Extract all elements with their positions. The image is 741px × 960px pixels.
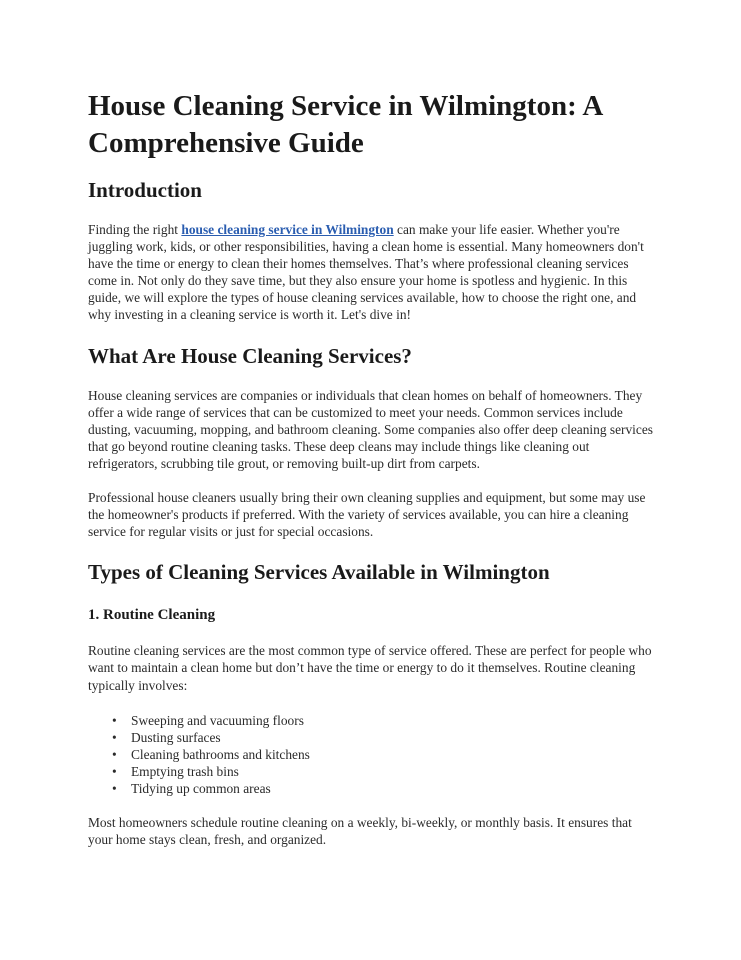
intro-text-after-link: can make your life easier. Whether you're juggling work, kids, or other responsibilities, having a clean home is essential. Many homeowners don't have the time or energy to clean their homes themselves. That’s where professional cleaning services come in. Not only do they save time, but they also ensure your home is spotless and hygienic. In this guide, we will explore the types of house cleaning services available, how to choose the right one, and why investing in a cleaning service is worth it. Let's dive in!	[88, 222, 644, 323]
subheading-routine-cleaning: 1. Routine Cleaning	[88, 607, 216, 624]
list-item-text: Cleaning bathrooms and kitchens	[131, 746, 310, 762]
list-item-text: Emptying trash bins	[131, 763, 239, 779]
bullet-icon: •	[112, 746, 117, 762]
routine-task-list	[88, 712, 653, 797]
list-item	[88, 729, 653, 746]
list-item-text: Dusting surfaces	[131, 729, 221, 745]
list-item	[88, 712, 653, 729]
list-item	[88, 780, 653, 797]
bullet-icon: •	[112, 763, 117, 779]
intro-text-before-link: Finding the right	[88, 222, 182, 237]
list-item	[88, 746, 653, 763]
routine-paragraph-2: Most homeowners schedule routine cleaning on a weekly, bi-weekly, or monthly basis. It ensures that your home stays clean, fresh, and organized.	[88, 815, 632, 848]
section-heading-types: Types of Cleaning Services Available in Wilmington	[88, 560, 550, 585]
list-item-text: Tidying up common areas	[131, 780, 271, 796]
section-heading-what-are-services: What Are House Cleaning Services?	[88, 343, 412, 368]
list-item	[88, 763, 653, 780]
intro-paragraph	[88, 221, 653, 324]
page-title: House Cleaning Service in Wilmington: A Comprehensive Guide	[88, 90, 602, 159]
what-paragraph-1: House cleaning services are companies or individuals that clean homes on behalf of homeowners. They offer a wide range of services that can be customized to meet your needs. Common services include dusting, vacuuming, mopping, and bathroom cleaning. Some companies also offer deep cleaning services that go beyond routine cleaning tasks. These deep cleans may include things like cleaning out refrigerators, scrubbing tile grout, or removing built-up dirt from carpets.	[88, 387, 653, 471]
bullet-icon: •	[112, 712, 117, 728]
bullet-icon: •	[112, 780, 117, 796]
routine-paragraph-1: Routine cleaning services are the most common type of service offered. These are perfect for people who want to maintain a clean home but don’t have the time or energy to do it themselves. Routine cleaning typically involves:	[88, 643, 652, 693]
what-paragraph-2: Professional house cleaners usually bring their own cleaning supplies and equipment, but some may use the homeowner's products if preferred. With the variety of services available, you can hire a cleaning service for regular visits or just for special occasions.	[88, 490, 646, 540]
house-cleaning-wilmington-link[interactable]: house cleaning service in Wilmington	[181, 222, 394, 237]
section-heading-introduction: Introduction	[88, 178, 202, 202]
list-item-text: Sweeping and vacuuming floors	[131, 712, 304, 728]
bullet-icon: •	[112, 729, 117, 745]
